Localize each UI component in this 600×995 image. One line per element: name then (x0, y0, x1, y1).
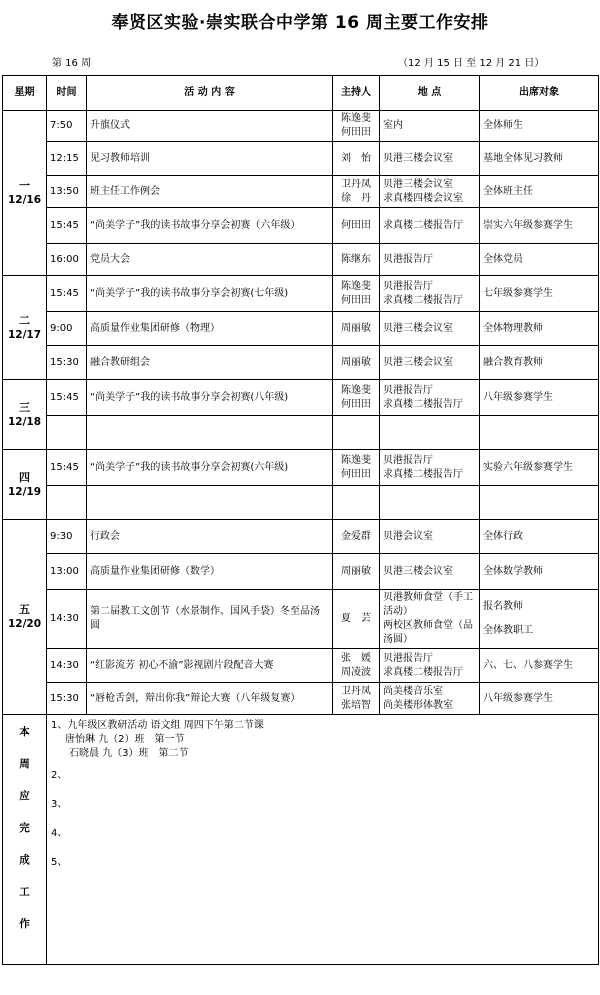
place-cell (380, 520, 480, 554)
host-line: 金爱群 (341, 530, 371, 542)
time-cell: 15:30 (47, 346, 87, 380)
place-cell (380, 683, 480, 715)
host-line: 何田田 (341, 294, 371, 306)
col-header-attendees: 出席对象 (480, 76, 599, 111)
table-row (3, 486, 599, 520)
table-row (3, 416, 599, 450)
place-line: 贝港三楼会议室 (383, 565, 453, 577)
attendees-line: 六、七、八参赛学生 (483, 659, 573, 671)
table-row (3, 450, 599, 486)
place-line: 求真楼二楼报告厅 (383, 666, 463, 678)
host-cell (333, 176, 380, 208)
place-line: 贝港三楼会议室 (383, 152, 453, 164)
activity-cell: “尚美学子”我的读书故事分享会初赛(七年级) (87, 276, 333, 312)
place-cell (380, 554, 480, 590)
host-cell (333, 450, 380, 486)
week-label: 第 16 周 (52, 58, 92, 69)
host-cell (333, 312, 380, 346)
activity-cell: “尚美学子”我的读书故事分享会初赛（六年级） (87, 208, 333, 244)
attendees-cell (480, 111, 599, 142)
host-line: 夏 芸 (341, 613, 371, 624)
host-line: 陈逸斐 (341, 113, 371, 124)
place-line: 贝港三楼会议室 (383, 356, 453, 368)
place-line: 求真楼二楼报告厅 (383, 219, 463, 231)
host-cell (333, 416, 380, 450)
table-row (3, 312, 599, 346)
summary-item-5: 5、 (51, 857, 68, 868)
attendees-line: 七年级参赛学生 (483, 287, 553, 299)
attendees-line: 实验六年级参赛学生 (483, 461, 573, 473)
schedule-body (3, 111, 599, 715)
table-row (3, 276, 599, 312)
place-cell (380, 486, 480, 520)
host-cell (333, 244, 380, 276)
activity-cell: 融合教研组会 (87, 346, 333, 380)
table-row (3, 683, 599, 715)
attendees-cell (480, 346, 599, 380)
time-cell: 15:45 (47, 450, 87, 486)
weekday-date: 12/17 (7, 328, 42, 341)
time-cell (47, 416, 87, 450)
time-cell: 15:30 (47, 683, 87, 715)
schedule-table (2, 75, 599, 965)
host-line: 陈继东 (341, 253, 371, 265)
weekday-cell (3, 380, 47, 450)
activity-cell: 高质量作业集团研修（数学） (87, 554, 333, 590)
activity-cell: 见习教师培训 (87, 142, 333, 176)
time-cell: 14:30 (47, 649, 87, 683)
weekday-date: 12/16 (7, 194, 42, 206)
attendees-cell (480, 416, 599, 450)
attendees-line: 报名教师 (483, 601, 523, 612)
weekday-cell (3, 276, 47, 380)
host-line: 张 媛 (341, 652, 371, 664)
place-line: 尚美楼形体教室 (383, 699, 453, 711)
weekday-label: 三 (19, 400, 30, 414)
table-row (3, 346, 599, 380)
time-cell (47, 486, 87, 520)
host-line: 周丽敏 (341, 565, 371, 577)
table-row (3, 208, 599, 244)
weekday-date: 12/18 (7, 415, 42, 428)
place-cell (380, 244, 480, 276)
col-header-place: 地 点 (380, 76, 480, 111)
place-cell (380, 450, 480, 486)
place-cell (380, 590, 480, 649)
attendees-line: 全体物理教师 (483, 322, 543, 334)
host-line: 陈逸斐 (341, 280, 371, 292)
host-line: 何田田 (341, 468, 371, 480)
host-line: 周丽敏 (341, 322, 371, 334)
summary-content (47, 715, 599, 965)
host-cell (333, 111, 380, 142)
place-line: 求真楼二楼报告厅 (383, 294, 463, 306)
attendees-line: 全体教职工 (483, 625, 533, 636)
host-line: 刘 怡 (341, 152, 371, 164)
summary-row (3, 715, 599, 965)
place-line: 求真楼二楼报告厅 (383, 468, 463, 480)
place-line: 贝港报告厅 (383, 652, 433, 664)
activity-cell: “尚美学子”我的读书故事分享会初赛(六年级) (87, 450, 333, 486)
host-line: 何田田 (341, 398, 371, 410)
place-line: 贝港三楼会议室 (383, 322, 453, 334)
col-header-time: 时间 (47, 76, 87, 111)
place-cell (380, 346, 480, 380)
host-line: 周凌波 (341, 666, 371, 678)
date-range: （12 月 15 日 至 12 月 21 日） (398, 58, 545, 69)
attendees-line: 全体师生 (483, 120, 523, 131)
attendees-cell (480, 486, 599, 520)
table-row (3, 590, 599, 649)
host-cell (333, 208, 380, 244)
weekday-label: 四 (19, 470, 30, 484)
place-cell (380, 416, 480, 450)
attendees-line: 全体数学教师 (483, 565, 543, 577)
host-line: 卫丹凤 (341, 178, 371, 190)
attendees-cell (480, 176, 599, 208)
attendees-cell (480, 244, 599, 276)
table-row (3, 142, 599, 176)
place-line: 两校区教师食堂（品汤圆） (383, 620, 473, 645)
attendees-line: 全体行政 (483, 530, 523, 542)
col-header-host: 主持人 (333, 76, 380, 111)
table-row (3, 244, 599, 276)
activity-cell: 班主任工作例会 (87, 176, 333, 208)
place-cell (380, 312, 480, 346)
place-line: 贝港报告厅 (383, 280, 433, 292)
summary-item-2: 2、 (51, 770, 68, 781)
place-cell (380, 276, 480, 312)
col-header-content: 活 动 内 容 (87, 76, 333, 111)
host-cell (333, 590, 380, 649)
table-row (3, 554, 599, 590)
weekday-label: 五 (19, 603, 30, 616)
host-cell (333, 649, 380, 683)
weekday-label: 一 (19, 179, 30, 192)
place-line: 求真楼二楼报告厅 (383, 398, 463, 410)
time-cell: 13:00 (47, 554, 87, 590)
place-line: 贝港教师食堂（手工活动） (383, 592, 473, 617)
host-line: 张培智 (341, 699, 371, 711)
place-line: 尚美楼音乐室 (383, 685, 443, 697)
attendees-line: 崇实六年级参赛学生 (483, 219, 573, 231)
place-cell (380, 208, 480, 244)
time-cell: 13:50 (47, 176, 87, 208)
time-cell: 9:00 (47, 312, 87, 346)
host-line: 陈逸斐 (341, 454, 371, 466)
attendees-cell (480, 450, 599, 486)
time-cell: 9:30 (47, 520, 87, 554)
summary-item-4: 4、 (51, 828, 68, 839)
time-cell: 14:30 (47, 590, 87, 649)
place-line: 求真楼四楼会议室 (383, 192, 463, 204)
time-cell: 15:45 (47, 208, 87, 244)
attendees-line: 融合教育教师 (483, 356, 543, 368)
host-cell (333, 276, 380, 312)
time-cell: 16:00 (47, 244, 87, 276)
page-title: 奉贤区实验·崇实联合中学第 16 周主要工作安排 (111, 13, 489, 33)
host-line: 何田田 (341, 127, 371, 138)
place-cell (380, 649, 480, 683)
weekday-cell (3, 520, 47, 715)
attendees-cell (480, 554, 599, 590)
place-cell (380, 176, 480, 208)
table-row (3, 649, 599, 683)
host-line: 卫丹凤 (341, 685, 371, 697)
summary-item-1-sub-1: 唐怡琳 九（2）班 第一节 (65, 734, 185, 745)
time-cell: 15:45 (47, 380, 87, 416)
table-row (3, 380, 599, 416)
place-line: 贝港报告厅 (383, 384, 433, 396)
place-line: 室内 (383, 120, 403, 131)
place-line: 贝港三楼会议室 (383, 178, 453, 190)
activity-cell: “红影流芳 初心不渝”影视剧片段配音大赛 (87, 649, 333, 683)
summary-item-1: 1、九年级区教研活动 语文组 周四下午第二节课 (51, 720, 264, 731)
weekday-label: 二 (19, 313, 30, 327)
host-line: 徐 丹 (341, 192, 371, 204)
header-row (3, 76, 599, 111)
place-cell (380, 380, 480, 416)
place-cell (380, 142, 480, 176)
time-cell: 15:45 (47, 276, 87, 312)
activity-cell: 第二届教工文创节（水景制作、国风手袋）冬至品汤圆 (87, 590, 333, 649)
time-cell: 12:15 (47, 142, 87, 176)
host-cell (333, 520, 380, 554)
host-cell (333, 683, 380, 715)
attendees-cell (480, 520, 599, 554)
attendees-line: 全体党员 (483, 253, 523, 265)
weekday-cell (3, 450, 47, 520)
table-row (3, 176, 599, 208)
summary-item-1-sub-2: 石晓晨 九（3）班 第二节 (69, 748, 189, 759)
place-line: 贝港报告厅 (383, 454, 433, 466)
host-line: 陈逸斐 (341, 384, 371, 396)
attendees-cell (480, 276, 599, 312)
summary-label: 本 周 应 完 成 工 作 (3, 715, 47, 965)
host-cell (333, 142, 380, 176)
col-header-weekday: 星期 (3, 76, 47, 111)
host-line: 周丽敏 (341, 356, 371, 368)
attendees-line: 基地全体见习教师 (483, 152, 563, 164)
weekday-date: 12/20 (7, 618, 42, 630)
weekday-date: 12/19 (7, 485, 42, 498)
activity-cell: “尚美学子”我的读书故事分享会初赛(八年级) (87, 380, 333, 416)
attendees-cell (480, 380, 599, 416)
host-cell (333, 486, 380, 520)
attendees-line: 全体班主任 (483, 185, 533, 197)
attendees-line: 八年级参赛学生 (483, 391, 553, 403)
place-line: 贝港报告厅 (383, 253, 433, 265)
attendees-cell (480, 649, 599, 683)
attendees-line: 八年级参赛学生 (483, 692, 553, 704)
host-cell (333, 380, 380, 416)
table-row (3, 520, 599, 554)
host-line: 何田田 (341, 219, 371, 231)
host-cell (333, 346, 380, 380)
attendees-cell (480, 208, 599, 244)
activity-cell (87, 416, 333, 450)
attendees-cell (480, 142, 599, 176)
place-cell (380, 111, 480, 142)
activity-cell: 升旗仪式 (87, 111, 333, 142)
activity-cell: 党员大会 (87, 244, 333, 276)
table-row (3, 111, 599, 142)
summary-item-3: 3、 (51, 799, 68, 810)
attendees-cell (480, 312, 599, 346)
attendees-cell (480, 590, 599, 649)
weekday-cell (3, 111, 47, 276)
activity-cell: 高质量作业集团研修（物理） (87, 312, 333, 346)
activity-cell: 行政会 (87, 520, 333, 554)
activity-cell: “唇枪舌剑，辩出你我”辩论大赛（八年级复赛） (87, 683, 333, 715)
activity-cell (87, 486, 333, 520)
place-line: 贝港会议室 (383, 530, 433, 542)
attendees-cell (480, 683, 599, 715)
host-cell (333, 554, 380, 590)
time-cell: 7:50 (47, 111, 87, 142)
